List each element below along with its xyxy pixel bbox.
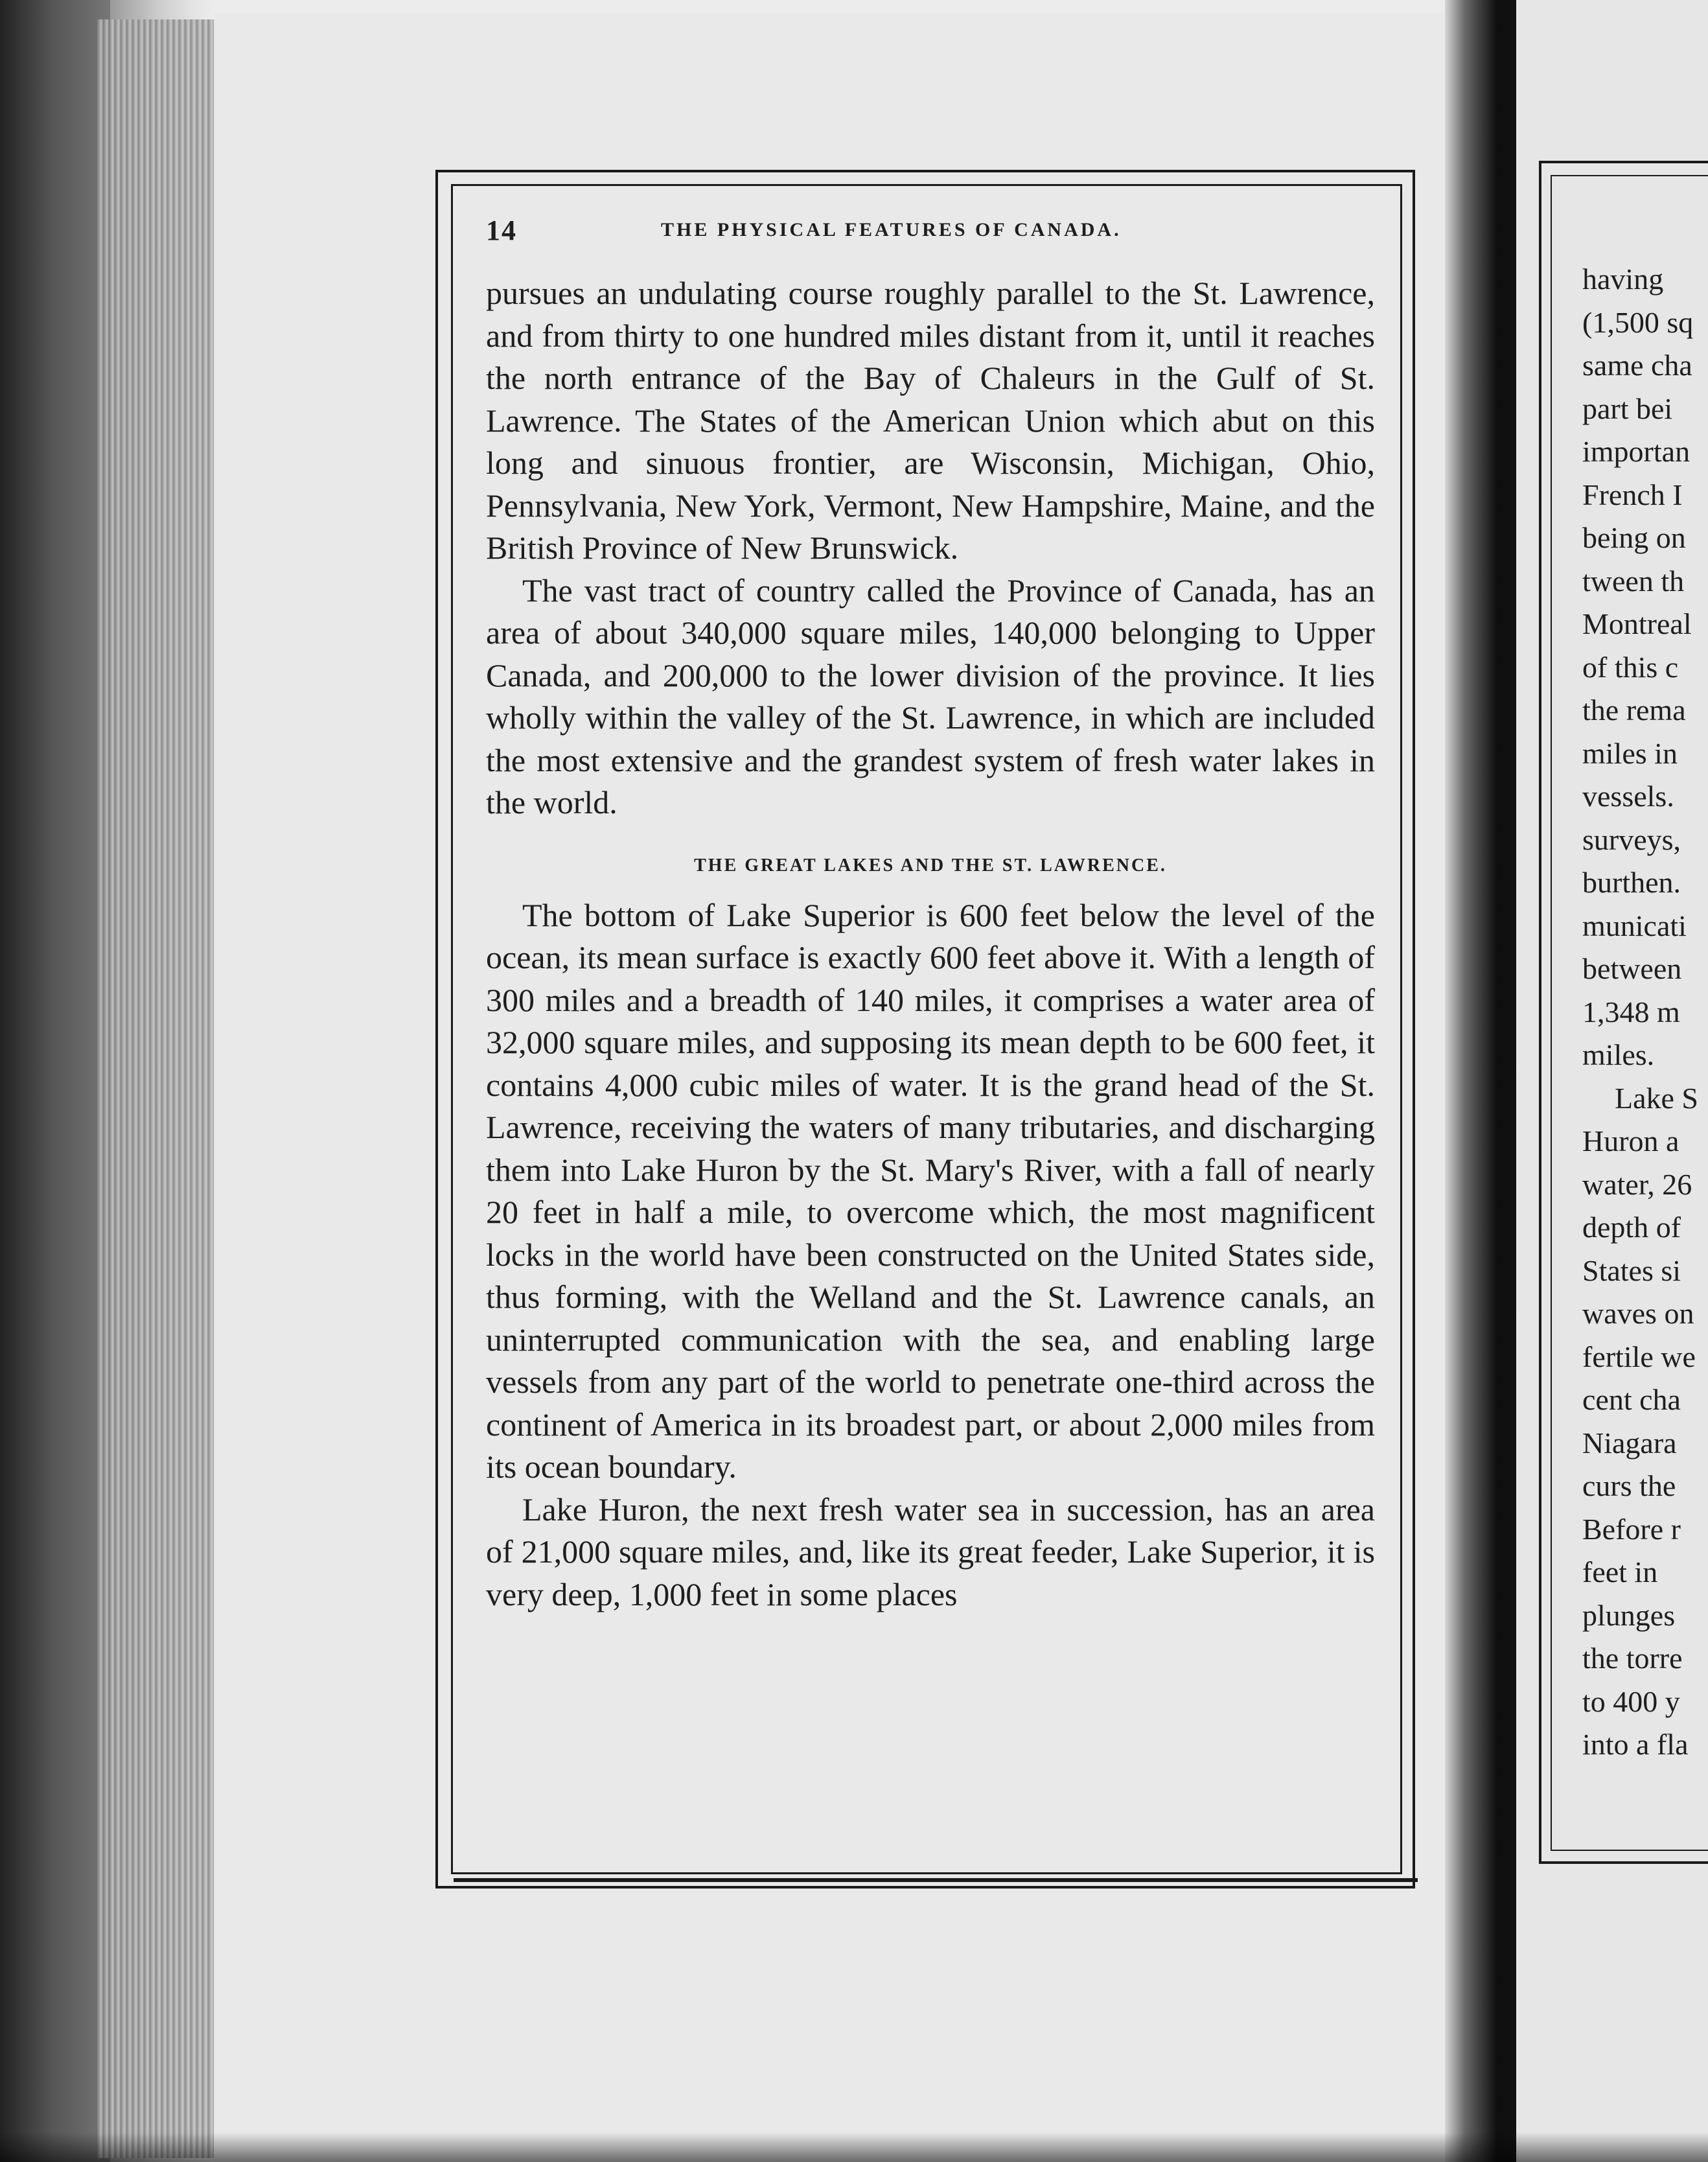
page-border-bottom-rule — [454, 1878, 1418, 1882]
facing-line: Lake S — [1615, 1081, 1699, 1115]
facing-line: water, 26 — [1582, 1167, 1692, 1201]
facing-line: into a fla — [1582, 1728, 1689, 1761]
facing-line: to 400 y — [1582, 1684, 1680, 1718]
paragraph: Lake Huron, the next fresh water sea in succession, has an area of 21,000 square miles, and, like its great feeder, Lake Superior, it is very deep, 1,000 feet in some places — [486, 1491, 1375, 1612]
page-header — [486, 214, 1387, 253]
facing-line: feet in — [1582, 1555, 1658, 1588]
facing-line: same cha — [1582, 349, 1692, 382]
facing-line: plunges — [1582, 1598, 1676, 1632]
book-edge-shadow — [0, 0, 110, 2162]
running-title: THE PHYSICAL FEATURES OF CANADA. — [661, 219, 1122, 240]
page-number: 14 — [486, 215, 517, 246]
facing-line: municati — [1582, 909, 1687, 942]
facing-line: fertile we — [1582, 1340, 1696, 1373]
section-heading: THE GREAT LAKES AND THE ST. LAWRENCE. — [694, 855, 1167, 876]
facing-line: importan — [1582, 435, 1691, 468]
paragraph: pursues an undulating course roughly parallel to the St. Lawrence, and from thirty to one hundred miles distant from it, until it reaches the north entrance of the Bay of Chaleurs in the Gulf of St. Lawrence. The States of the American Union which abut on this long and sinuous frontier, are Wisconsin, Michigan, Ohio, Pennsylvania, New York, Vermont, New Hampshire, Maine, and the British Province of New Brunswick. — [486, 275, 1375, 566]
facing-line: waves on — [1582, 1297, 1694, 1330]
facing-line: States si — [1582, 1253, 1681, 1287]
facing-line: (1,500 sq — [1582, 305, 1694, 339]
facing-line: Montreal — [1582, 607, 1692, 640]
facing-line: curs the — [1582, 1469, 1676, 1502]
facing-line: Before r — [1582, 1512, 1681, 1546]
facing-line: vessels. — [1582, 780, 1674, 813]
facing-line: part bei — [1582, 391, 1673, 425]
facing-line: tween th — [1582, 564, 1685, 598]
facing-line: having — [1582, 262, 1664, 296]
facing-line: depth of — [1582, 1211, 1681, 1244]
facing-line: French I — [1582, 478, 1683, 511]
facing-line: Huron a — [1582, 1124, 1679, 1157]
facing-line: burthen. — [1582, 866, 1681, 899]
facing-line: between — [1582, 952, 1682, 985]
facing-line: surveys, — [1582, 822, 1681, 856]
facing-line: being on — [1582, 521, 1686, 554]
facing-line: the torre — [1582, 1642, 1683, 1675]
facing-line: miles. — [1582, 1038, 1655, 1071]
scan-bottom-shadow — [0, 2132, 1708, 2162]
facing-line: of this c — [1582, 650, 1679, 684]
facing-line: miles in — [1582, 736, 1678, 770]
facing-page-text — [1582, 258, 1708, 1767]
main-text-column — [486, 272, 1375, 1616]
facing-line: the rema — [1582, 693, 1686, 726]
paragraph: The bottom of Lake Superior is 600 feet below the level of the ocean, its mean surface is exactly 600 feet above it. With a length of 300 miles and a breadth of 140 miles, it comprises a water area of 32,000 square miles, and supposing its mean depth to be 600 feet, it contains 4,000 cubic miles of water. It is the grand head of the St. Lawrence, receiving the waters of many tributaries, and discharging them into Lake Huron by the St. Mary's River, with a fall of nearly 20 feet in half a mile, to overcome which, the most magnificent locks in the world have been constructed on the United States side, thus forming, with the Welland and the St. Lawrence canals, an uninterrupted communication with the sea, and enabling large vessels from any part of the world to penetrate one-third across the continent of America in its broadest part, or about 2,000 miles from its ocean boundary. — [486, 896, 1375, 1485]
facing-line: 1,348 m — [1582, 995, 1680, 1029]
paragraph: The vast tract of country called the Province of Canada, has an area of about 340,000 square miles, 140,000 belonging to Upper Canada, and 200,000 to the lower division of the province. It lies wholly within the valley of the St. Lawrence, in which are included the most extensive and the grandest system of fresh water lakes in the world. — [486, 572, 1375, 820]
facing-line: cent cha — [1582, 1383, 1681, 1416]
facing-line: Niagara — [1582, 1426, 1677, 1459]
